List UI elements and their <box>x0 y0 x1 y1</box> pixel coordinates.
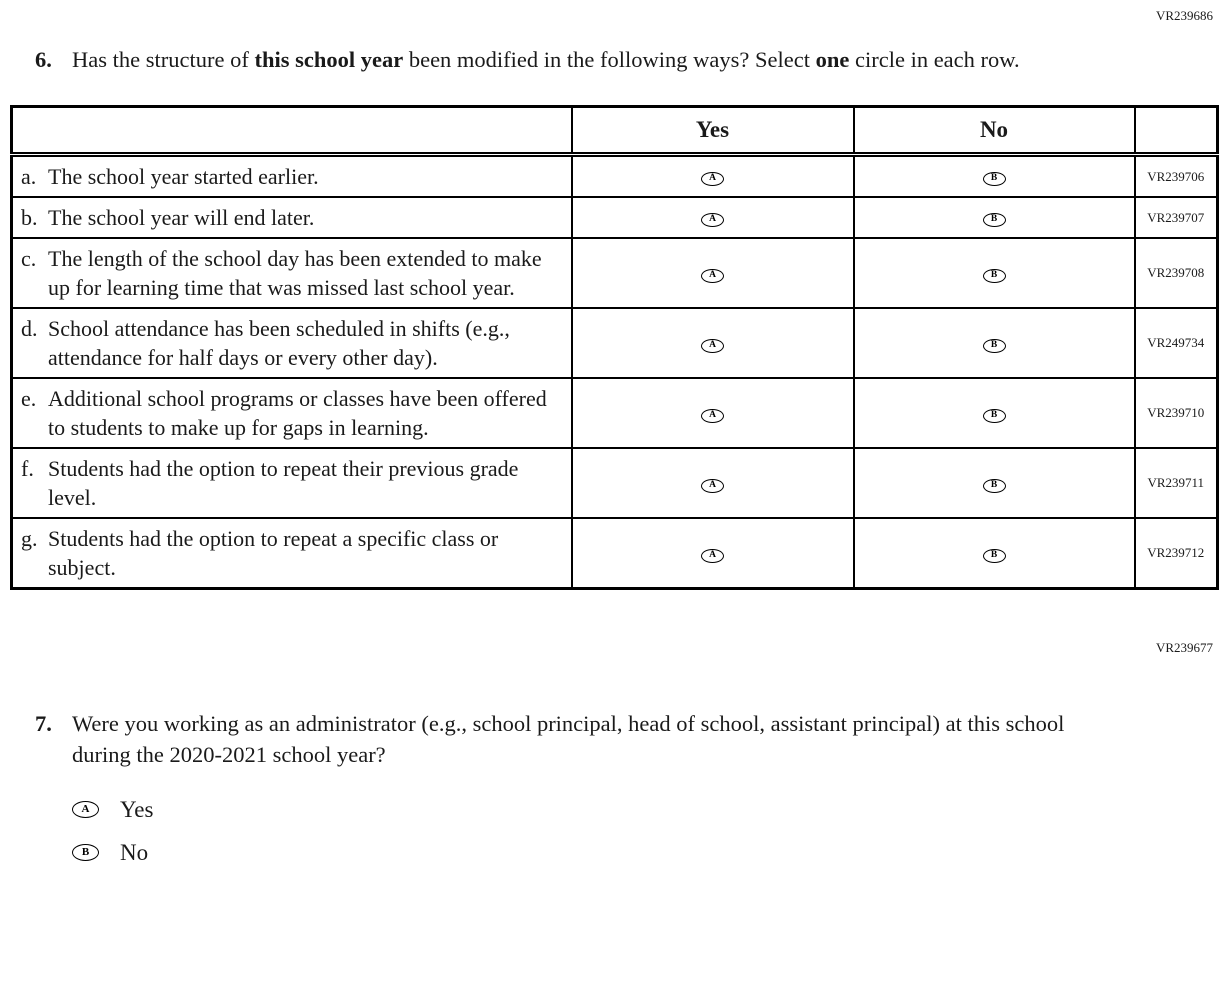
no-cell <box>854 197 1135 238</box>
question-7-options <box>72 797 1227 866</box>
bubble-letter-a: A <box>709 214 716 225</box>
row-letter: b. <box>21 205 38 231</box>
row-statement-cell <box>12 378 572 448</box>
option-no[interactable] <box>72 840 1227 866</box>
bubble-letter-a: A <box>709 173 716 184</box>
yes-cell <box>572 155 854 198</box>
row-letter: c. <box>21 246 37 272</box>
option-no-bubble[interactable] <box>72 844 99 861</box>
yes-cell <box>572 378 854 448</box>
bubble-letter-b: B <box>81 846 90 859</box>
bubble-letter-a: A <box>709 269 716 280</box>
row-statement-cell <box>12 197 572 238</box>
statement-column-header <box>12 107 572 155</box>
question-6-text-part2: been modified in the following ways? Select <box>403 47 816 72</box>
question-6-text <box>72 44 1020 75</box>
option-no-label: No <box>120 839 149 865</box>
row-statement-cell <box>12 308 572 378</box>
row-letter: e. <box>21 386 37 412</box>
no-cell <box>854 518 1135 589</box>
bubble-letter-a: A <box>709 550 716 561</box>
no-cell <box>854 238 1135 308</box>
row-letter: g. <box>21 526 38 552</box>
yes-cell <box>572 238 854 308</box>
question-6-text-part3: circle in each row. <box>849 47 1020 72</box>
row-code: VR239706 <box>1135 155 1218 198</box>
yes-cell <box>572 308 854 378</box>
row-statement: School attendance has been scheduled in shifts (e.g., attendance for half days or every other day). <box>48 316 510 371</box>
yes-answer-bubble[interactable] <box>701 549 724 563</box>
option-yes[interactable] <box>72 797 1227 823</box>
row-letter: d. <box>21 316 38 342</box>
yes-answer-bubble[interactable] <box>701 172 724 186</box>
bubble-letter-b: B <box>990 269 998 280</box>
bubble-letter-a: A <box>709 409 716 420</box>
bubble-letter-b: B <box>990 173 998 184</box>
question-7 <box>35 708 1227 770</box>
bubble-letter-b: B <box>990 479 998 490</box>
table-row-b <box>12 197 1218 238</box>
code-column-header <box>1135 107 1218 155</box>
row-statement: Additional school programs or classes have been offered to students to make up for gaps in learning. <box>48 386 547 441</box>
option-yes-bubble[interactable] <box>72 801 99 818</box>
no-answer-bubble[interactable] <box>983 269 1006 283</box>
yes-answer-bubble[interactable] <box>701 269 724 283</box>
row-statement: The school year will end later. <box>48 205 315 231</box>
question-6-text-bold2: one <box>815 47 850 72</box>
row-code: VR239712 <box>1135 518 1218 589</box>
row-statement-cell <box>12 448 572 518</box>
no-answer-bubble[interactable] <box>983 409 1006 423</box>
row-statement-cell <box>12 155 572 198</box>
table-row-c <box>12 238 1218 308</box>
no-answer-bubble[interactable] <box>983 213 1006 227</box>
yes-cell <box>572 197 854 238</box>
yes-answer-bubble[interactable] <box>701 409 724 423</box>
no-column-header: No <box>854 107 1135 155</box>
row-statement: The length of the school day has been extended to make up for learning time that was missed last school year. <box>48 246 542 301</box>
bubble-letter-b: B <box>990 339 998 350</box>
question-7-text: Were you working as an administrator (e.g., school principal, head of school, assistant principal) at this school during the 2020-2021 school year? <box>72 711 1065 768</box>
question-6-text-bold1: this school year <box>254 47 404 72</box>
table-row-d <box>12 308 1218 378</box>
bubble-letter-a: A <box>81 803 90 816</box>
form-code-question7: VR239677 <box>1155 640 1213 656</box>
yes-answer-bubble[interactable] <box>701 213 724 227</box>
bubble-letter-b: B <box>990 214 998 225</box>
form-code-question6: VR239686 <box>1155 8 1213 23</box>
no-answer-bubble[interactable] <box>983 479 1006 493</box>
row-code: VR239708 <box>1135 238 1218 308</box>
row-code: VR239711 <box>1135 448 1218 518</box>
question-6-response-table <box>10 105 1219 590</box>
yes-answer-bubble[interactable] <box>701 339 724 353</box>
bubble-letter-a: A <box>709 339 716 350</box>
bubble-letter-a: A <box>709 479 716 490</box>
yes-answer-bubble[interactable] <box>701 479 724 493</box>
no-cell <box>854 308 1135 378</box>
row-statement: Students had the option to repeat a specific class or subject. <box>48 526 499 581</box>
yes-cell <box>572 448 854 518</box>
row-letter: f. <box>21 456 34 482</box>
row-statement-cell <box>12 518 572 589</box>
yes-column-header: Yes <box>572 107 854 155</box>
table-header-row <box>12 107 1218 155</box>
row-code: VR239707 <box>1135 197 1218 238</box>
no-cell <box>854 155 1135 198</box>
row-statement: The school year started earlier. <box>48 164 319 190</box>
question-6 <box>35 44 1227 75</box>
table-row-e <box>12 378 1218 448</box>
option-yes-label: Yes <box>120 796 154 822</box>
row-letter: a. <box>21 164 37 190</box>
no-answer-bubble[interactable] <box>983 172 1006 186</box>
no-answer-bubble[interactable] <box>983 339 1006 353</box>
table-row-a <box>12 155 1218 198</box>
row-code: VR249734 <box>1135 308 1218 378</box>
row-statement: Students had the option to repeat their previous grade level. <box>48 456 519 511</box>
no-answer-bubble[interactable] <box>983 549 1006 563</box>
question-6-text-part1: Has the structure of <box>72 47 255 72</box>
bubble-letter-b: B <box>990 550 998 561</box>
row-code: VR239710 <box>1135 378 1218 448</box>
bubble-letter-b: B <box>990 409 998 420</box>
yes-cell <box>572 518 854 589</box>
table-row-g <box>12 518 1218 589</box>
question-6-number: 6. <box>35 47 52 72</box>
row-statement-cell <box>12 238 572 308</box>
table-row-f <box>12 448 1218 518</box>
no-cell <box>854 448 1135 518</box>
question-7-number: 7. <box>35 711 52 737</box>
no-cell <box>854 378 1135 448</box>
